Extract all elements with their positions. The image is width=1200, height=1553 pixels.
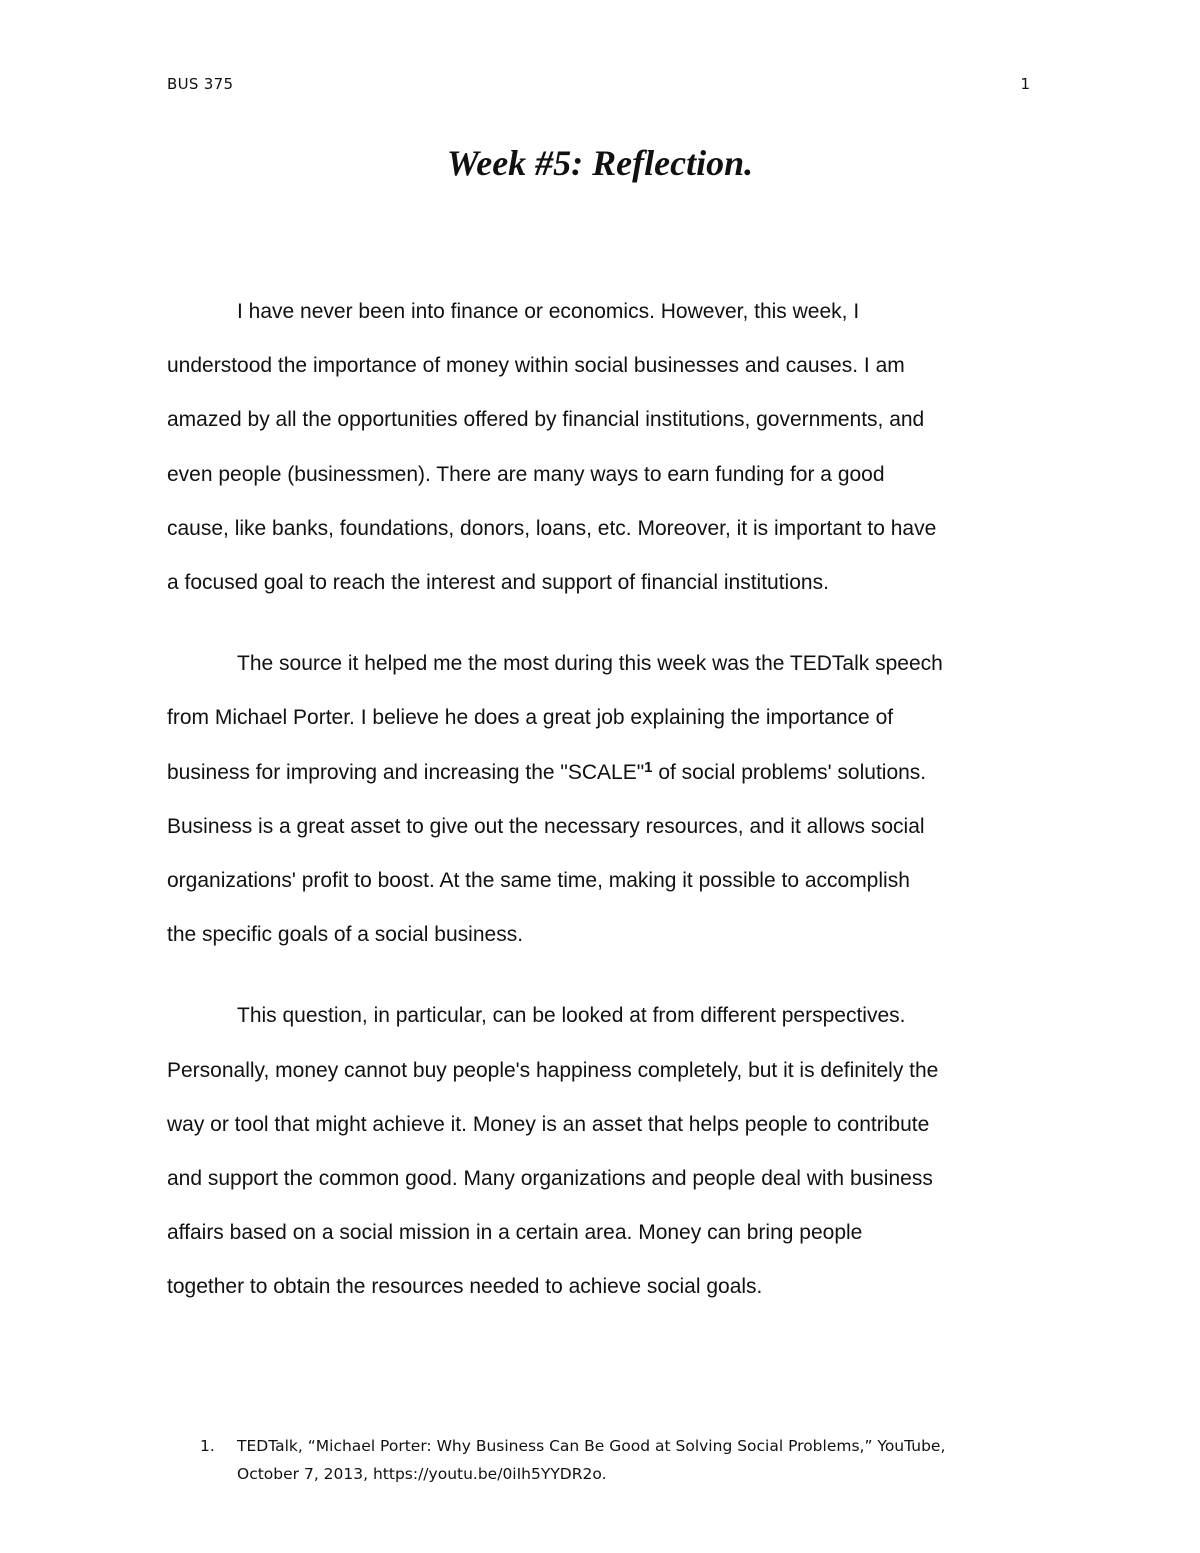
running-head: BUS 375 <box>167 75 234 93</box>
footnotes-section <box>200 1432 1060 1488</box>
paragraph-line: cause, like banks, foundations, donors, loans, etc. Moreover, it is important to have <box>167 516 937 540</box>
footnote-line: TEDTalk, “Michael Porter: Why Business Can Be Good at Solving Social Problems,” YouTube, <box>237 1437 946 1455</box>
paragraph-line: the specific goals of a social business. <box>167 923 524 947</box>
document-body <box>167 285 1035 1342</box>
paragraph-line: even people (businessmen). There are many ways to earn funding for a good <box>167 462 885 486</box>
footnote-reference[interactable]: 1 <box>644 758 653 776</box>
paragraph-line: way or tool that might achieve it. Money is an asset that helps people to contribute <box>167 1112 930 1136</box>
footnote-item <box>200 1432 1060 1488</box>
paragraph-line: This question, in particular, can be looked at from different perspectives. <box>237 1004 906 1028</box>
paragraph-2 <box>167 637 1035 962</box>
paragraph-line: organizations' profit to boost. At the same time, making it possible to accomplish <box>167 869 910 893</box>
footnote-line[interactable]: October 7, 2013, https://youtu.be/0iIh5YYDR2o. <box>237 1465 607 1483</box>
paragraph-3 <box>167 989 1035 1314</box>
paragraph-line: affairs based on a social mission in a certain area. Money can bring people <box>167 1221 863 1245</box>
paragraph-line: understood the importance of money within social businesses and causes. I am <box>167 354 905 378</box>
document-title: Week #5: Reflection. <box>446 143 754 183</box>
paragraph-line: Business is a great asset to give out the necessary resources, and it allows social <box>167 814 925 838</box>
page-number: 1 <box>1020 75 1030 93</box>
paragraph-1 <box>167 285 1035 610</box>
paragraph-line: I have never been into finance or economics. However, this week, I <box>237 300 860 323</box>
footnote-number: 1. <box>200 1437 215 1455</box>
paragraph-line: from Michael Porter. I believe he does a great job explaining the importance of <box>167 706 894 730</box>
paragraph-line-text: business for improving and increasing the "SCALE" <box>167 760 645 784</box>
paragraph-line: a focused goal to reach the interest and support of financial institutions. <box>167 571 829 595</box>
paragraph-line-text: of social problems' solutions. <box>652 760 927 784</box>
paragraph-line-with-footnote <box>167 746 1035 800</box>
paragraph-line: and support the common good. Many organizations and people deal with business <box>167 1167 933 1191</box>
paragraph-line: amazed by all the opportunities offered by financial institutions, governments, and <box>167 408 925 432</box>
paragraph-line: together to obtain the resources needed to achieve social goals. <box>167 1275 763 1299</box>
paragraph-line: The source it helped me the most during this week was the TEDTalk speech <box>237 652 943 676</box>
paragraph-line: Personally, money cannot buy people's happiness completely, but it is definitely the <box>167 1058 939 1082</box>
